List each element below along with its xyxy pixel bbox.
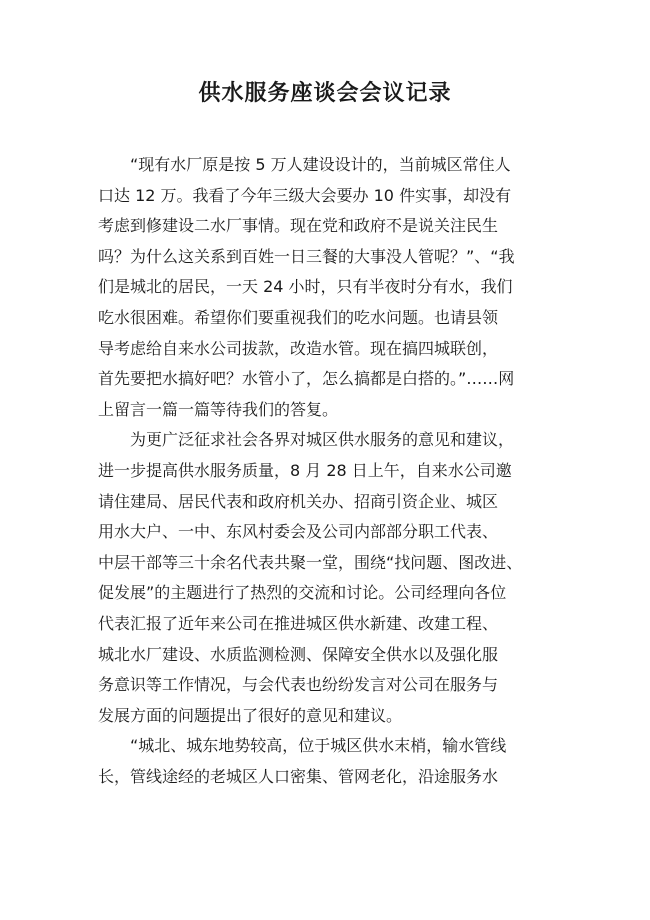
paragraph-line: “城北、城东地势较高，位于城区供水末梢，输水管线 [130, 736, 507, 756]
paragraph-line: 为更广泛征求社会各界对城区供水服务的意见和建议， [130, 430, 515, 450]
paragraph-line: 务意识等工作情况，与会代表也纷纷发言对公司在服务与 [98, 675, 499, 695]
paragraph-line: 城北水厂建设、水质监测检测、保障安全供水以及强化服 [98, 644, 499, 664]
paragraph-3 [98, 731, 556, 792]
paragraph-line: 口达 12 万。我看了今年三级大会要办 10 件实事，却没有 [98, 185, 512, 205]
paragraph-1 [98, 150, 556, 425]
paragraph-line: 考虑到修建设二水厂事情。现在党和政府不是说关注民生 [98, 216, 499, 236]
paragraph-line: 长，管线途经的老城区人口密集、管网老化，沿途服务水 [98, 766, 499, 786]
paragraph-2 [98, 425, 556, 731]
paragraph-line: 代表汇报了近年来公司在推进城区供水新建、改建工程、 [98, 613, 499, 633]
paragraph-line: 促发展”的主题进行了热烈的交流和讨论。公司经理向各位 [98, 583, 507, 603]
paragraph-line: 导考虑给自来水公司拔款，改造水管。现在搞四城联创， [98, 338, 499, 358]
paragraph-line: 发展方面的问题提出了很好的意见和建议。 [98, 705, 403, 725]
paragraph-line: 吃水很困难。希望你们要重视我们的吃水问题。也请县领 [98, 307, 499, 327]
document-title: 供水服务座谈会会议记录 [198, 81, 452, 106]
paragraph-line: “现有水厂原是按 5 万人建设设计的，当前城区常住人 [130, 155, 511, 174]
paragraph-line: 进一步提高供水服务质量，8 月 28 日上午，自来水公司邀 [98, 460, 512, 480]
paragraph-line: 中层干部等三十余名代表共聚一堂，围绕“找问题、图改进、 [98, 552, 523, 572]
paragraph-line: 用水大户、一中、东风村委会及公司内部部分职工代表、 [98, 522, 499, 542]
document-body [98, 150, 556, 792]
paragraph-line: 上留言一篇一篇等待我们的答复。 [98, 399, 339, 419]
paragraph-line: 吗？为什么这关系到百姓一日三餐的大事没人管呢？”、“我 [98, 246, 515, 266]
paragraph-line: 请住建局、居民代表和政府机关办、招商引资企业、城区 [98, 491, 499, 511]
paragraph-line: 们是城北的居民，一天 24 小时，只有半夜时分有水，我们 [98, 277, 513, 297]
paragraph-line: 首先要把水搞好吧？水管小了，怎么搞都是白搭的。”……网 [98, 369, 515, 389]
